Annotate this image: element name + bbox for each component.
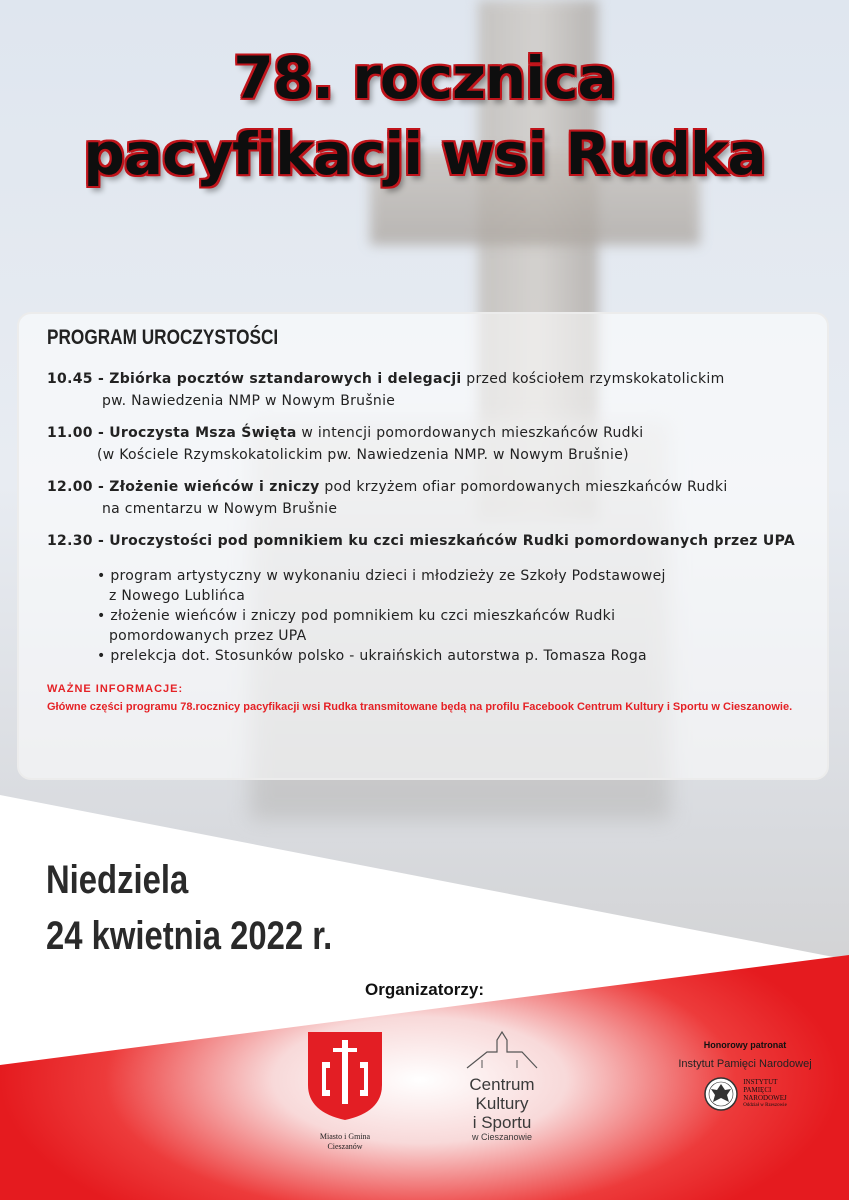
patron-name: Instytut Pamięci Narodowej [678, 1058, 812, 1070]
entry-time: 12.00 [47, 479, 93, 495]
poster-title [0, 40, 849, 192]
important-heading: WAŻNE INFORMACJE: [47, 683, 184, 695]
program-panel [17, 312, 829, 780]
city-coat-of-arms-icon [306, 1030, 384, 1122]
entry-time: 10.45 [47, 371, 93, 387]
program-entry: 12.30 - Uroczystości pod pomnikiem ku czci mieszkańców Rudki pomordowanych przez UPA [47, 533, 795, 549]
entry-continuation: pw. Nawiedzenia NMP w Nowym Brušnie [102, 393, 396, 409]
program-heading: PROGRAM UROCZYSTOŚCI [47, 326, 279, 349]
entry-text: w intencji pomordowanych mieszkańców Rudki [301, 425, 644, 441]
entry-time: 11.00 [47, 425, 93, 441]
patron-label: Honorowy patronat [703, 1040, 787, 1050]
program-entry: 12.00 - Złożenie wieńców i zniczy pod krzyżem ofiar pomordowanych mieszkańców Rudki na cmentarzu w Nowym Brušnie [47, 476, 801, 520]
important-info [47, 680, 801, 716]
list-item: • złożenie wieńców i zniczy pod pomnikiem ku czci mieszkańców Rudki pomordowanych przez UPA [97, 608, 616, 644]
entry-text: pod krzyżem ofiar pomordowanych mieszkańców Rudki [324, 479, 728, 495]
program-bullet-list [47, 566, 801, 666]
important-text: Główne części programu 78.rocznicy pacyfikacji wsi Rudka transmitowane będą na profilu Facebook Centrum Kultury i Sportu w Cieszanowie. [47, 701, 793, 713]
entry-title: Uroczystości pod pomnikiem ku czci mieszkańców Rudki pomordowanych przez UPA [109, 533, 795, 549]
list-item: • prelekcja dot. Stosunków polsko - ukraińskich autorstwa p. Tomasza Roga [97, 648, 647, 664]
city-logo: Miasto i Gmina Cieszanów [300, 1030, 390, 1152]
culture-center-logo: Centrum Kultury i Sportu w Cieszanowie [452, 1030, 552, 1142]
entry-continuation: na cmentarzu w Nowym Brušnie [102, 501, 338, 517]
program-entry: 10.45 - Zbiórka pocztów sztandarowych i delegacji przed kościołem rzymskokatolickim pw. Nawiedzenia NMP w Nowym Brušnie [47, 368, 801, 412]
church-outline-icon [462, 1030, 542, 1070]
honorary-patron [660, 1040, 830, 1112]
entry-title: Złożenie wieńców i zniczy [109, 479, 320, 495]
list-item: • program artystyczny w wykonaniu dzieci i młodzieży ze Szkoły Podstawowej z Nowego Lublińca [97, 568, 666, 604]
title-line-1: 78. rocznica [233, 44, 616, 112]
entry-continuation: (w Kościele Rzymskokatolickim pw. Nawiedzenia NMP. w Nowym Brušnie) [97, 447, 629, 463]
event-date [46, 852, 332, 964]
entry-time: 12.30 [47, 533, 93, 549]
program-entry: 11.00 - Uroczysta Msza Święta w intencji pomordowanych mieszkańców Rudki (w Kościele Rzymskokatolickim pw. Nawiedzenia NMP. w Nowym Brušnie) [47, 422, 801, 466]
entry-title: Zbiórka pocztów sztandarowych i delegacji [109, 371, 462, 387]
eagle-seal-icon [703, 1076, 739, 1112]
date-full: 24 kwietnia 2022 r. [46, 914, 333, 958]
organizers-label: Organizatorzy: [364, 980, 485, 999]
title-line-2: pacyfikacji wsi Rudka [83, 120, 766, 188]
ipn-logo: INSTYTUT PAMIĘCI NARODOWEJ Oddział w Rzeszowie [660, 1076, 830, 1112]
entry-text: przed kościołem rzymskokatolickim [466, 371, 725, 387]
date-weekday: Niedziela [46, 858, 189, 902]
entry-title: Uroczysta Msza Święta [109, 425, 297, 441]
